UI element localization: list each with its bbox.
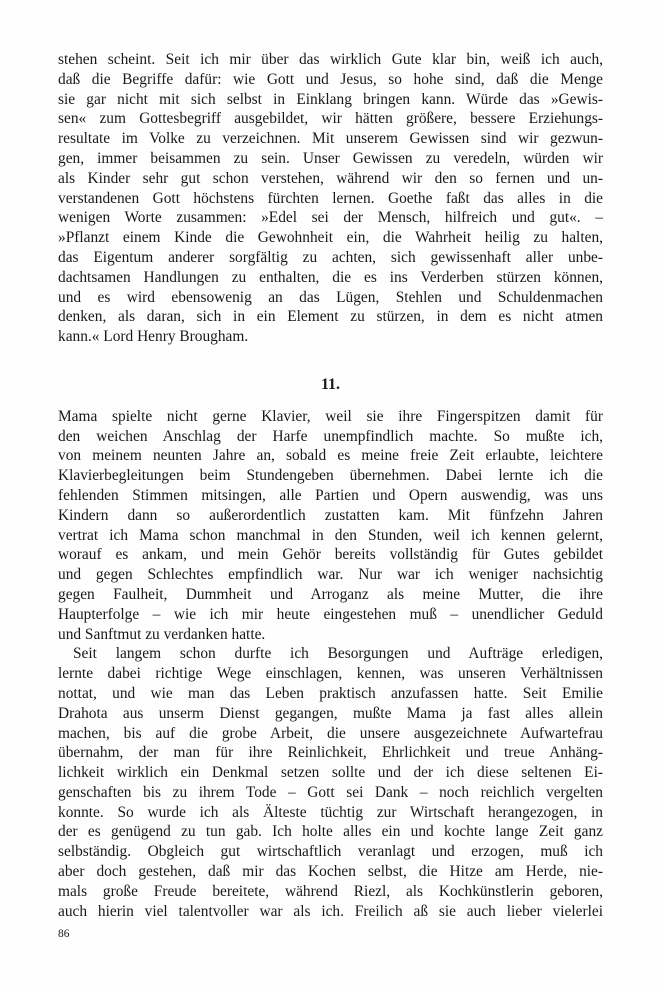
text-line: vertrat ich Mama schon manchmal in den Stunden, weil ich kennen gelernt,: [58, 526, 603, 544]
text-line: und es wird ebensowenig an das Lügen, Stehlen und Schuldenmachen: [58, 288, 603, 306]
text-line: und gegen Schlechtes empfindlich war. Nur war ich weniger nachsichtig: [58, 566, 603, 584]
section-heading: 11.: [320, 375, 341, 393]
text-line: selbständig. Obgleich gut wirtschaftlich veranlagt und erzogen, muß ich: [58, 843, 603, 861]
text-line: sie gar nicht mit sich selbst in Einklang bringen kann. Würde das »Gewis-: [58, 90, 603, 108]
text-line: daß die Begriffe dafür: wie Gott und Jesus, so hohe sind, daß die Menge: [58, 70, 603, 88]
text-line: kann.« Lord Henry Brougham.: [58, 328, 249, 346]
text-line: fehlenden Stimmen mitsingen, alle Partien und Opern auswendig, was uns: [58, 486, 603, 504]
text-line: und Sanftmut zu verdanken hatte.: [58, 625, 266, 643]
text-line: Drahota aus unserm Dienst gegangen, mußte Mama ja fast alles allein: [58, 704, 603, 722]
text-line: verstandenen Gott höchstens fürchten lernen. Goethe faßt das alles in die: [58, 189, 603, 207]
text-line: nottat, und wie man das Leben praktisch anzufassen hatte. Seit Emilie: [58, 684, 603, 702]
text-line: wenigen Worte zusammen: »Edel sei der Mensch, hilfreich und gut«. –: [58, 209, 603, 227]
text-line: »Pflanzt einem Kinde die Gewohnheit ein, die Wahrheit heilig zu halten,: [58, 229, 603, 247]
text-line: machen, bis auf die grobe Arbeit, die unsere ausgezeichnete Aufwartefrau: [58, 724, 603, 742]
text-line: Seit langem schon durfte ich Besorgungen und Aufträge erledigen,: [73, 645, 603, 663]
text-line: konnte. So wurde ich als Älteste tüchtig zur Wirtschaft herangezogen, in: [58, 803, 603, 821]
text-line: Klavierbegleitungen beim Stundengeben übernehmen. Dabei lernte ich die: [58, 467, 603, 485]
text-line: gegen Faulheit, Dummheit und Arroganz als meine Mutter, die ihre: [58, 585, 603, 603]
text-line: Haupterfolge – wie ich mir heute eingestehen muß – unendlicher Geduld: [58, 605, 603, 623]
text-line: sen« zum Gottesbegriff ausgebildet, wir hätten größere, bessere Erziehungs-: [58, 110, 603, 128]
text-line: worauf es ankam, und mein Gehör bereits vollständig für Gutes gebildet: [58, 546, 603, 564]
paragraph: [58, 50, 603, 347]
text-line: lichkeit wirklich ein Denkmal setzen sollte und der ich diese seltenen Ei-: [58, 764, 603, 782]
text-line: Mama spielte nicht gerne Klavier, weil sie ihre Fingerspitzen damit für: [58, 407, 603, 425]
text-line: stehen scheint. Seit ich mir über das wirklich Gute klar bin, weiß ich auch,: [58, 51, 603, 68]
text-line: aber doch gestehen, daß mir das Kochen selbst, die Hitze am Herde, nie-: [58, 863, 603, 881]
page-number: 86: [58, 928, 70, 940]
text-line: denken, als daran, sich in ein Element zu stürzen, in dem es nicht atmen: [58, 308, 603, 326]
paragraph: [58, 407, 603, 645]
text-line: von meinem neunten Jahre an, sobald es meine freie Zeit erlaubte, leichtere: [58, 447, 603, 465]
text-line: mals große Freude bereitete, während Riezl, als Kochkünstlerin geboren,: [58, 882, 603, 900]
text-line: dachtsamen Handlungen zu enthalten, die es ins Verderben stürzen können,: [58, 268, 603, 286]
text-line: resultate im Volke zu verzeichnen. Mit unserem Gewissen sind wir gezwun-: [58, 130, 603, 148]
text-line: Kindern dann so außerordentlich zustatten kam. Mit fünfzehn Jahren: [58, 506, 603, 524]
text-line: lernte dabei richtige Wege einschlagen, kennen, was unseren Verhältnissen: [58, 665, 603, 683]
text-line: das Eigentum anderer sorgfältig zu achten, sich gewissenhaft aller unbe-: [58, 248, 603, 266]
text-line: auch hierin viel talentvoller war als ich. Freilich aß sie auch lieber vielerlei: [58, 902, 603, 920]
text-line: gen, immer beisammen zu sein. Unser Gewissen zu veredeln, würden wir: [58, 149, 603, 167]
page-text: [58, 50, 603, 921]
text-line: als Kinder sehr gut schon verstehen, während wir den so fernen und un-: [58, 169, 603, 187]
text-line: den weichen Anschlag der Harfe unempfindlich machte. So mußte ich,: [58, 427, 603, 445]
text-line: genschaften bis zu ihrem Tode – Gott sei Dank – noch reichlich vergelten: [58, 783, 603, 801]
text-line: der es genügend zu tun gab. Ich holte alles ein und kochte lange Zeit ganz: [58, 823, 603, 841]
text-line: übernahm, der man für ihre Reinlichkeit, Ehrlichkeit und treue Anhäng-: [58, 744, 603, 762]
paragraph: [58, 644, 603, 921]
